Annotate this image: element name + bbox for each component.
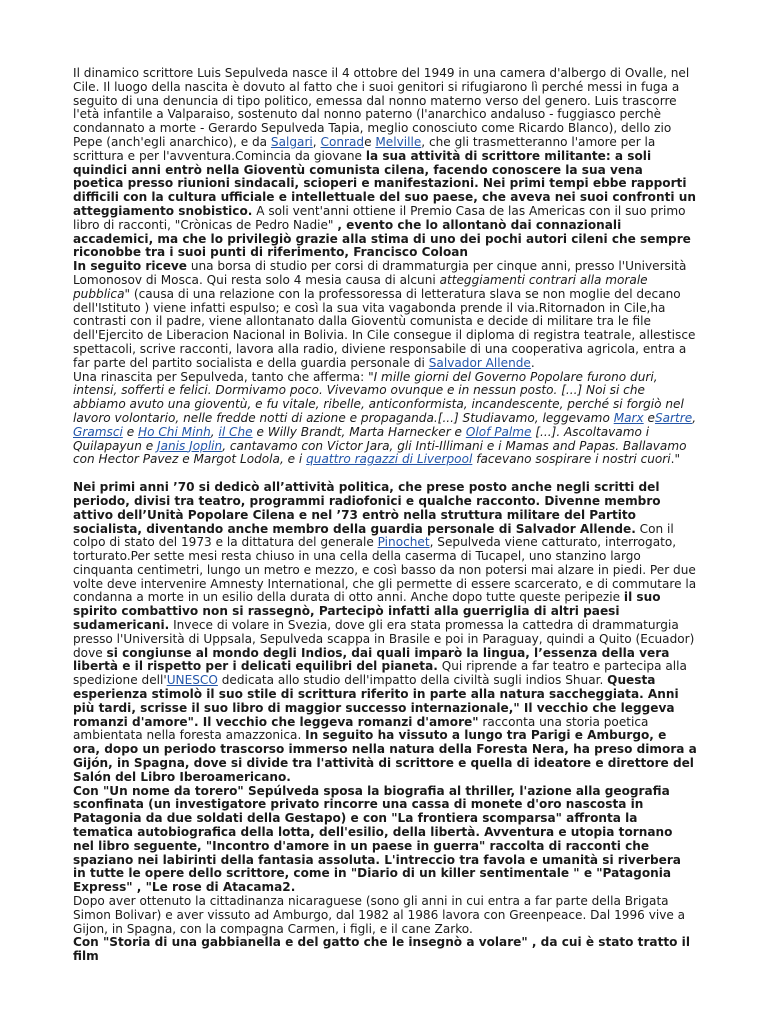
paragraph-moscow bbox=[73, 260, 697, 370]
text: , bbox=[312, 134, 321, 149]
text: Con il colpo di stato del 1973 e la dittatura del generale bbox=[73, 521, 674, 550]
bold-text: Questa esperienza stimolò il suo stile di scrittura riferito in parte alla natura saccheggiata. Anni più tardi, scrisse il suo libro di maggior successo internazionale," Il vecchio che leggeva romanzi d'amore". Il vecchio che leggeva romanzi d'amore" bbox=[73, 673, 679, 729]
italic-text: atteggiamenti contrari alla morale pubblica bbox=[73, 272, 648, 301]
paragraph-books bbox=[73, 785, 697, 895]
link-olof-palme[interactable]: Olof Palme bbox=[465, 424, 532, 439]
link-sartre[interactable]: Sartre bbox=[654, 410, 693, 425]
text: Invece di volare in Svezia, dove gli era stata promessa la cattedra di drammaturgia presso l'Università di Uppsala, Sepulveda scappa in Brasile e poi in Paraguay, quindi a Quito (Ecuador) dove bbox=[73, 618, 695, 660]
text: " (causa di una relazione con la professoressa di letteratura slava se non moglie del decano dell'Istituto ) viene infatti espulso; e così la sua vita vagabonda prende il via.Ritornadon in Cile,ha contrasti con il padre, viene allontanato dalla Gioventù comunista e decide di militare tra le file dell'Ejercito de Liberacion Nacional in Bolivia. In Cile consegue il diploma di registra teatrale, allestisce spettacoli, scrive racconti, lavora alla radio, diviene responsabile di una cooperativa agricola, entra a far parte del partito socialista e della guardia personale di bbox=[73, 286, 696, 370]
italic-text: I mille giorni del Governo Popolare furono duri, intensi, sofferti e felici. Dormivamo poco. Vivevamo ovunque e in nessun posto. [...] Noi si che abbiamo avuto una gioventù, e fu vitale, ribelle, anticonformista, incandescente, perché si forgiò nel lavoro volontario, nelle fredde notti di azione e propaganda.[...] Studiavamo, leggevamo bbox=[73, 369, 684, 425]
bold-text: , evento che lo allontanò dai connazionali accademici, ma che lo privilegiò grazie alla stima di uno dei pochi autori cileni che sempre riconobbe tra i suoi punti di riferimento, Francisco Coloan bbox=[73, 217, 691, 260]
bold-text: Nei primi anni ’70 si dedicò all’attività politica, che prese posto anche negli scritti del periodo, divisi tra teatro, programmi radiofonici e qualche racconto. Divenne membro attivo dell’Unità Popolare Cilena e nel ’73 entrò nella struttura militare del Partito socialista, diventando anche membro della guardia personale di Salvador Allende. bbox=[73, 480, 661, 536]
link-gramsci[interactable]: Gramsci bbox=[73, 424, 123, 439]
link-quattro-ragazzi-di-liverpool[interactable]: quattro ragazzi di Liverpool bbox=[306, 452, 473, 467]
paragraph-citizenship bbox=[73, 895, 697, 936]
paragraph-politics bbox=[73, 481, 697, 785]
paragraph-birth bbox=[73, 67, 697, 260]
paragraph-gabbianella bbox=[73, 936, 697, 964]
italic-text: e Willy Brandt, Marta Harnecker e bbox=[252, 424, 466, 439]
italic-text: , cantavamo con Victor Jara, gli Inti-Illimani e i Mamas and Papas. Ballavamo con Hector Pavez e Margot Lodola, e i bbox=[73, 438, 687, 467]
text: dedicata allo studio dell'impatto della civiltà sugli indios Shuar. bbox=[217, 673, 608, 688]
text: Il dinamico scrittore Luis Sepulveda nasce il 4 ottobre del 1949 in una camera d'albergo di Ovalle, nel Cile. Il luogo della nascita è dovuto al fatto che i suoi genitori si rifugiarono lì perché messi in fuga a seguito di una denuncia di tipo politico, emessa dal nonno materno verso del genero. Luis trascorre l'età infantile a Valparaiso, sostenuto dal nonno paterno (l'anarchico andaluso - fuggiasco perchè condannato a morte - Gerardo Sepulveda Tapia, meglio conosciuto come Ricardo Blanco), dello zio Pepe (anch'egli anarchico), e da bbox=[73, 66, 690, 149]
text: A soli vent'anni ottiene il Premio Casa de las Americas con il suo primo libro di racconti, "Crònicas de Pedro Nadie" bbox=[73, 203, 686, 232]
bold-text: In seguito riceve bbox=[73, 259, 187, 274]
text: , Sepulveda viene catturato, interrogato, torturato.Per sette mesi resta chiuso in una cella della caserma di Tucapel, uno stanzino largo cinquanta centimetri, lungo un metro e mezzo, e così basso da non potersi mai alzare in piedi. Per due volte deve intervenire Amnesty International, che gli permette di essere scarcerato, e di commutare la condanna a morte in un esilio della durata di otto anni. Anche dopo tutte queste peripezie bbox=[73, 535, 697, 605]
italic-text: [...]. Ascoltavamo i Quilapayun e bbox=[73, 424, 650, 453]
text: Qui riprende a far teatro e partecipa alla spedizione dell' bbox=[73, 659, 687, 688]
bold-text: Con "Un nome da torero" Sepúlveda sposa la biografia al thriller, l'azione alla geografia sconfinata (un investigatore privato rincorre una cassa di monete d'oro nascosta in Patagonia da due soldati della Gestapo) e con "La frontiera scomparsa" affronta la tematica autobiografica della lotta, dell'esilio, della libertà. Avventura e utopia tornano nel libro seguente, "Incontro d'amore in un paese in guerra" raccolta di racconti che spaziano nei labirinti della fantasia assoluta. L'intreccio tra favola e umanità si riverbera in tutte le opere dello scrittore, come in "Diario di un killer sentimentale " e "Patagonia Express" , "Le rose di Atacama2. bbox=[73, 783, 681, 895]
text: Una rinascita per Sepulveda, tanto che afferma: " bbox=[73, 369, 374, 384]
text: una borsa di studio per corsi di drammaturgia per cinque anni, presso l'Università Lomonosov di Mosca. Qui resta solo 4 mesia causa di alcuni bbox=[73, 259, 687, 287]
bold-text: la sua attività di scrittore militante: a soli quindici anni entrò nella Gioventù comunista cilena, facendo conoscere la sua vena poetica presso riunioni sindacali, scioperi e manifestazioni. Nei primi tempi ebbe rapporti difficili con la cultura ufficiale e intellettuale del suo paese, che aveva nei suoi confronti un atteggiamento snobistico. bbox=[73, 148, 696, 218]
text: . bbox=[530, 355, 535, 370]
text: ." bbox=[670, 452, 681, 467]
paragraph-gap bbox=[73, 467, 697, 481]
text: , che gli trasmetteranno l'amore per la scrittura e per l'avventura.Comincia da giovane bbox=[73, 134, 656, 163]
italic-text: e bbox=[643, 410, 655, 425]
text: Dopo aver ottenuto la cittadinanza nicaraguese (sono gli anni in cui entra a far parte della Brigata Simon Bolivar) e aver vissuto ad Amburgo, dal 1982 al 1986 lavora con Greenpeace. Dal 1996 vive a Gijon, in Spagna, con la compagna Carmen, i figli, e il cane Zarko. bbox=[73, 894, 686, 936]
italic-text: , bbox=[692, 410, 697, 425]
bold-text: si congiunse al mondo degli Indios, dai quali imparò la lingua, l’essenza della vera libertà e il rispetto per i delicati equilibri del pianeta. bbox=[73, 645, 670, 674]
bold-text: In seguito ha vissuto a lungo tra Parigi e Amburgo, e ora, dopo un periodo trascorso immerso nella natura della Foresta Nera, ha preso dimora a Gijón, in Spagna, dove si divide tra l'attività di scrittore e quella di ideatore e direttore del Salón del Libro Iberoamericano. bbox=[73, 728, 697, 784]
link-janis-joplin[interactable]: Janis Joplin bbox=[157, 438, 223, 453]
bold-text: Con "Storia di una gabbianella e del gatto che le insegnò a volare" , da cui è stato tratto il film bbox=[73, 935, 690, 964]
document-page bbox=[73, 67, 697, 964]
link-unesco[interactable]: UNESCO bbox=[166, 673, 218, 688]
italic-text: e bbox=[122, 424, 138, 439]
link-marx[interactable]: Marx bbox=[613, 410, 644, 425]
italic-text: , bbox=[210, 424, 219, 439]
paragraph-quote bbox=[73, 371, 697, 468]
text: racconta una storia poetica ambientata nella foresta amazzonica. bbox=[73, 714, 649, 743]
link-conrad[interactable]: Conrad bbox=[320, 134, 365, 149]
link-il-che[interactable]: il Che bbox=[218, 424, 253, 439]
link-ho-chi-minh[interactable]: Ho Chi Minh bbox=[138, 424, 211, 439]
link-melville[interactable]: Melville bbox=[375, 134, 422, 149]
link-salvador-allende[interactable]: Salvador Allende bbox=[428, 355, 531, 370]
link-salgari[interactable]: Salgari bbox=[270, 134, 313, 149]
bold-text: il suo spirito combattivo non si rassegnò, Partecipò infatti alla guerriglia di altri paesi sudamericani. bbox=[73, 590, 661, 633]
link-pinochet[interactable]: Pinochet bbox=[377, 535, 430, 550]
italic-text: facevano sospirare i nostri cuori bbox=[472, 452, 671, 467]
text: e bbox=[364, 134, 376, 149]
